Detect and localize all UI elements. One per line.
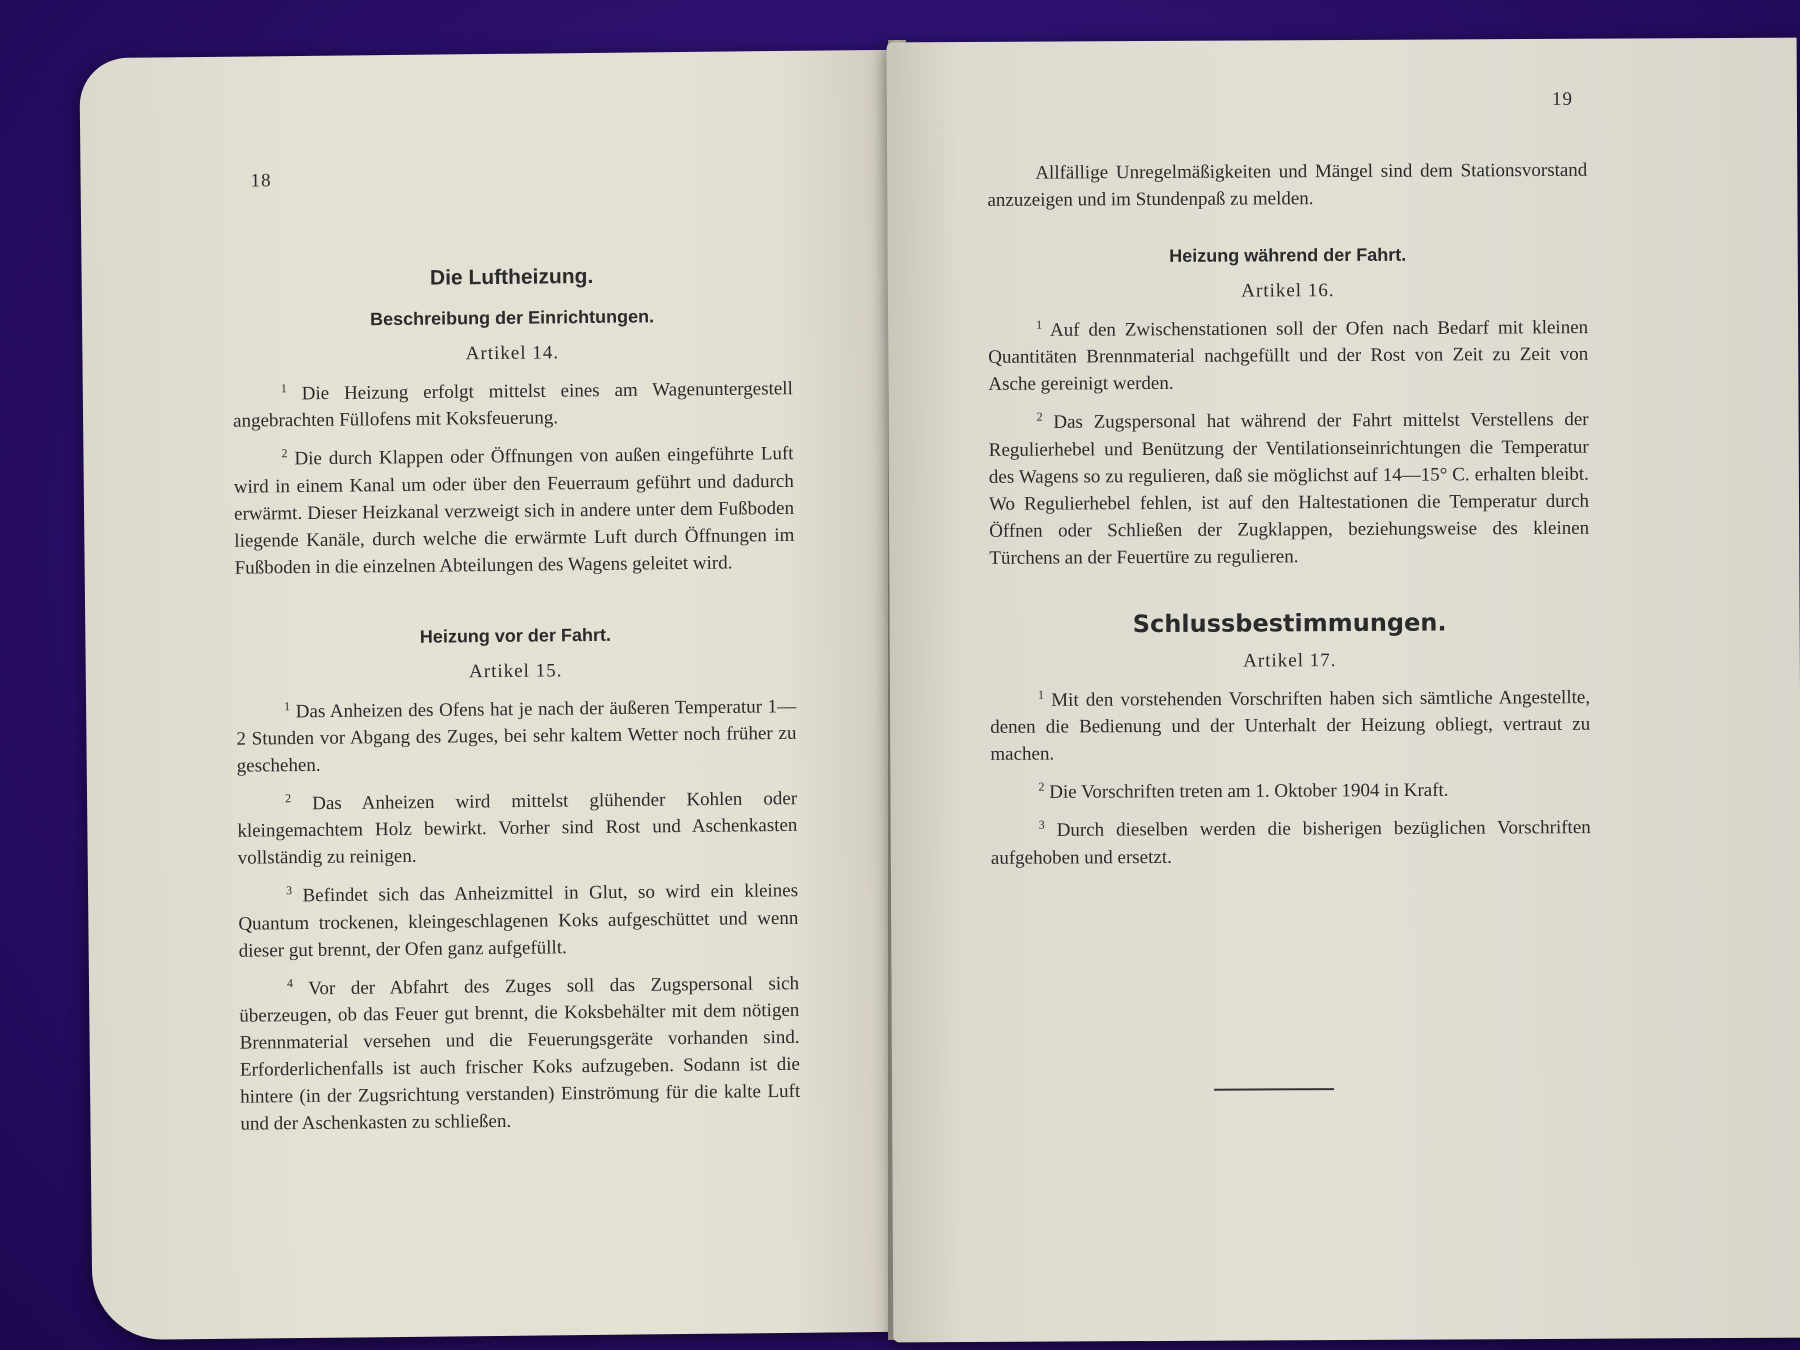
article-15-paragraph-3: $^3$ Befindet sich das Anheizmittel in Glut, so wird ein kleines Quantum trockenen, kleingeschlagenen Koks aufgeschüttet und wenn dieser gut brennt, der Ofen ganz aufgefüllt.	[238, 880, 799, 962]
article-17-paragraph-2: $^2$ Die Vorschriften treten am 1. Oktober 1904 in Kraft.	[1038, 779, 1449, 803]
closing-rule	[1214, 1088, 1334, 1091]
right-page	[887, 38, 1800, 1343]
article-17-heading: Artikel 17.	[1243, 649, 1337, 672]
article-17-paragraph-3: $^3$ Durch dieselben werden die bisherigen bezüglichen Vorschriften aufgehoben und ersetzt.	[990, 817, 1591, 869]
page-number-19: 19	[1551, 88, 1573, 110]
section-heading-einrichtungen: Beschreibung der Einrichtungen.	[369, 306, 655, 330]
article-15-paragraph-4: $^4$ Vor der Abfahrt des Zuges soll das Zugspersonal sich überzeugen, ob das Feuer gut brennt, die Koksbehälter mit dem nötigen Brennmaterial versehen und die Feuerungsgeräte vorhanden sind. Erforderlichenfalls ist auch frischer Koks aufzugeben. Sodann ist die hintere (in der Zugsrichtung verstanden) Einströmung für die kalte Luft und der Aschenkasten zu schließen.	[239, 972, 801, 1135]
article-14-paragraph-1: $^1$ Die Heizung erfolgt mittelst eines am Wagenuntergestell angebrachten Füllofens mit Koksfeuerung.	[233, 378, 793, 433]
article-16-heading: Artikel 16.	[1241, 280, 1335, 302]
article-16-paragraph-2: $^2$ Das Zugspersonal hat während der Fahrt mittelst Verstellens der Regulierhebel und Benützung der Ventilationseinrichtungen die Temperatur des Wagens so zu regulieren, daß sie möglichst auf 14—15° C. erhalten bleibt. Wo Regulierhebel fehlen, ist auf den Haltestationen die Temperatur durch Öffnen oder Schließen der Zugklappen, beziehungsweise des kleinen Türchens an der Feuertüre zu regulieren.	[988, 409, 1590, 569]
article-14-paragraph-2: $^2$ Die durch Klappen oder Öffnungen von außen eingeführte Luft wird in einem Kanal um oder über den Feuerraum geführt und dadurch erwärmt. Dieser Heizkanal verzweigt sich in andere unter dem Fußboden liegende Kanäle, durch welche die erwärmte Luft durch Öffnungen im Fußboden in die einzelnen Abteilungen des Wagens geleitet wird.	[233, 443, 795, 579]
left-page-text	[230, 157, 800, 1138]
section-heading-vor-der-fahrt: Heizung vor der Fahrt.	[419, 624, 611, 647]
right-page-text	[987, 157, 1591, 872]
article-15-paragraph-2: $^2$ Das Anheizen wird mittelst glühender Kohlen oder kleingemachtem Holz bewirkt. Vorher sind Rost und Aschenkasten vollständig zu reinigen.	[237, 788, 798, 870]
article-14-heading: Artikel 14.	[465, 342, 560, 365]
chapter-title: Die Luftheizung.	[429, 264, 594, 290]
article-15-paragraph-1: $^1$ Das Anheizen des Ofens hat je nach der äußeren Temperatur 1—2 Stunden vor Abgang des Zuges, bei sehr kaltem Wetter noch früher zu geschehen.	[236, 695, 797, 777]
article-16-paragraph-1: $^1$ Auf den Zwischenstationen soll der Ofen nach Bedarf mit kleinen Quantitäten Brennmaterial nachgefüllt und der Rost von Zeit zu Zeit von Asche gereinigt werden.	[988, 317, 1589, 396]
continued-paragraph: Allfällige Unregelmäßigkeiten und Mängel sind dem Stationsvorstand anzuzeigen und im Stundenpaß zu melden.	[987, 159, 1588, 211]
article-15-heading: Artikel 15.	[468, 659, 563, 682]
section-heading-schlussbestimmungen: Schlussbestimmungen.	[1132, 608, 1447, 638]
left-page	[79, 50, 908, 1340]
article-17-paragraph-1: $^1$ Mit den vorstehenden Vorschriften haben sich sämtliche Angestellte, denen die Bedienung und der Unterhalt der Heizung obliegt, vertraut zu machen.	[990, 686, 1591, 765]
page-number-18: 18	[250, 170, 272, 192]
section-heading-waehrend-der-fahrt: Heizung während der Fahrt.	[1169, 244, 1407, 266]
